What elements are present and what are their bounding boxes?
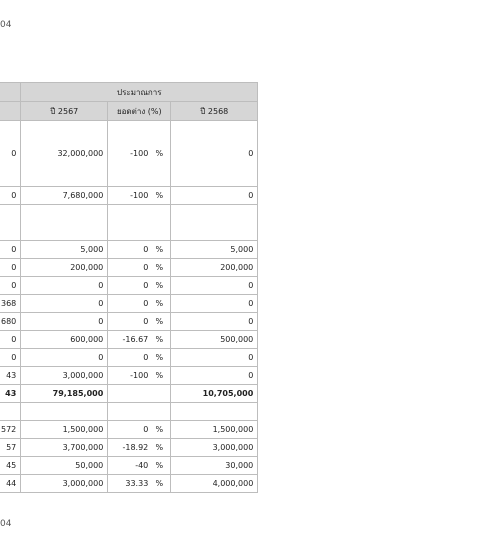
cell-2568: 0 bbox=[171, 121, 258, 187]
cell-2567: 32,000,000 bbox=[21, 121, 108, 187]
cell-left: 0 bbox=[0, 259, 21, 277]
diff-value: 0 bbox=[143, 245, 149, 254]
diff-unit: % bbox=[155, 371, 164, 380]
total-row bbox=[0, 385, 258, 403]
diff-unit: % bbox=[155, 461, 164, 470]
cell-diff bbox=[108, 121, 171, 187]
header-left-stub bbox=[0, 83, 21, 102]
table-row bbox=[0, 187, 258, 205]
diff-value: 0 bbox=[143, 425, 149, 434]
cell-2568: 0 bbox=[171, 349, 258, 367]
cell-2567: 200,000 bbox=[21, 259, 108, 277]
header-left-stub-2 bbox=[0, 102, 21, 121]
cell-2567 bbox=[21, 403, 108, 421]
cell-2567: 0 bbox=[21, 349, 108, 367]
diff-unit: % bbox=[155, 191, 164, 200]
cell-2567: 0 bbox=[21, 295, 108, 313]
table-row bbox=[0, 331, 258, 349]
table-row bbox=[0, 313, 258, 331]
cell-left bbox=[0, 403, 21, 421]
table-row bbox=[0, 421, 258, 439]
cell-2568: 200,000 bbox=[171, 259, 258, 277]
diff-unit: % bbox=[155, 425, 164, 434]
diff-value: 0 bbox=[143, 263, 149, 272]
table-row bbox=[0, 277, 258, 295]
header-estimate: ประมาณการ bbox=[21, 83, 258, 102]
cell-left bbox=[0, 205, 21, 241]
diff-value: -100 bbox=[130, 191, 149, 200]
table-row bbox=[0, 439, 258, 457]
diff-unit: % bbox=[155, 443, 164, 452]
table-row bbox=[0, 475, 258, 493]
diff-value: -100 bbox=[130, 371, 149, 380]
table-row bbox=[0, 121, 258, 187]
diff-unit: % bbox=[155, 335, 164, 344]
cell-left: 0 bbox=[0, 241, 21, 259]
table-row bbox=[0, 295, 258, 313]
cell-2568: 0 bbox=[171, 367, 258, 385]
table-row bbox=[0, 349, 258, 367]
diff-value: -100 bbox=[130, 149, 149, 158]
header-year-2568: ปี 2568 bbox=[171, 102, 258, 121]
budget-table bbox=[0, 82, 258, 493]
cell-2568 bbox=[171, 403, 258, 421]
diff-unit: % bbox=[155, 353, 164, 362]
cell-2567: 7,680,000 bbox=[21, 187, 108, 205]
cell-diff bbox=[108, 295, 171, 313]
cell-diff bbox=[108, 349, 171, 367]
cell-left: 0 bbox=[0, 277, 21, 295]
cell-left: 680 bbox=[0, 313, 21, 331]
header-difference: ยอดต่าง (%) bbox=[108, 102, 171, 121]
cell-diff bbox=[108, 385, 171, 403]
cell-2567: 3,700,000 bbox=[21, 439, 108, 457]
cell-2568: 0 bbox=[171, 187, 258, 205]
cell-2567: 50,000 bbox=[21, 457, 108, 475]
cell-2567: 3,000,000 bbox=[21, 475, 108, 493]
cell-diff bbox=[108, 421, 171, 439]
cell-left: 368 bbox=[0, 295, 21, 313]
table-row bbox=[0, 241, 258, 259]
cell-left: 45 bbox=[0, 457, 21, 475]
diff-value: 0 bbox=[143, 317, 149, 326]
cell-diff bbox=[108, 475, 171, 493]
cell-diff bbox=[108, 205, 171, 241]
cell-left: 43 bbox=[0, 367, 21, 385]
cell-2568: 30,000 bbox=[171, 457, 258, 475]
cell-2568: 10,705,000 bbox=[171, 385, 258, 403]
bottom-note: 04 bbox=[0, 519, 12, 529]
diff-unit: % bbox=[155, 479, 164, 488]
diff-value: 0 bbox=[143, 281, 149, 290]
cell-2567: 3,000,000 bbox=[21, 367, 108, 385]
cell-diff bbox=[108, 277, 171, 295]
cell-left: 572 bbox=[0, 421, 21, 439]
diff-unit: % bbox=[155, 317, 164, 326]
table-row bbox=[0, 205, 258, 241]
table-row bbox=[0, 259, 258, 277]
table-row bbox=[0, 367, 258, 385]
diff-unit: % bbox=[155, 263, 164, 272]
cell-2567: 79,185,000 bbox=[21, 385, 108, 403]
cell-diff bbox=[108, 367, 171, 385]
diff-value: -40 bbox=[135, 461, 149, 470]
diff-value: -18.92 bbox=[122, 443, 149, 452]
cell-2568: 3,000,000 bbox=[171, 439, 258, 457]
diff-value: -16.67 bbox=[122, 335, 149, 344]
header-year-2567: ปี 2567 bbox=[21, 102, 108, 121]
cell-2568: 4,000,000 bbox=[171, 475, 258, 493]
cell-diff bbox=[108, 259, 171, 277]
cell-diff bbox=[108, 331, 171, 349]
cell-left: 44 bbox=[0, 475, 21, 493]
cell-2567 bbox=[21, 205, 108, 241]
cell-diff bbox=[108, 439, 171, 457]
diff-unit: % bbox=[155, 281, 164, 290]
cell-2567: 600,000 bbox=[21, 331, 108, 349]
cell-diff bbox=[108, 187, 171, 205]
cell-2568: 5,000 bbox=[171, 241, 258, 259]
cell-left: 0 bbox=[0, 121, 21, 187]
cell-2567: 1,500,000 bbox=[21, 421, 108, 439]
cell-2567: 0 bbox=[21, 277, 108, 295]
cell-2567: 0 bbox=[21, 313, 108, 331]
cell-left: 0 bbox=[0, 349, 21, 367]
cell-left: 57 bbox=[0, 439, 21, 457]
cell-2568 bbox=[171, 205, 258, 241]
cell-2568: 1,500,000 bbox=[171, 421, 258, 439]
cell-2568: 0 bbox=[171, 313, 258, 331]
table-row bbox=[0, 457, 258, 475]
cell-2567: 5,000 bbox=[21, 241, 108, 259]
cell-left: 43 bbox=[0, 385, 21, 403]
cell-diff bbox=[108, 457, 171, 475]
diff-value: 33.33 bbox=[125, 479, 149, 488]
cell-left: 0 bbox=[0, 187, 21, 205]
diff-unit: % bbox=[155, 245, 164, 254]
diff-value: 0 bbox=[143, 299, 149, 308]
diff-unit: % bbox=[155, 149, 164, 158]
table-row bbox=[0, 403, 258, 421]
cell-diff bbox=[108, 403, 171, 421]
top-note: 04 bbox=[0, 20, 12, 30]
cell-diff bbox=[108, 313, 171, 331]
diff-unit: % bbox=[155, 299, 164, 308]
cell-diff bbox=[108, 241, 171, 259]
diff-value: 0 bbox=[143, 353, 149, 362]
cell-2568: 0 bbox=[171, 295, 258, 313]
cell-left: 0 bbox=[0, 331, 21, 349]
cell-2568: 0 bbox=[171, 277, 258, 295]
cell-2568: 500,000 bbox=[171, 331, 258, 349]
